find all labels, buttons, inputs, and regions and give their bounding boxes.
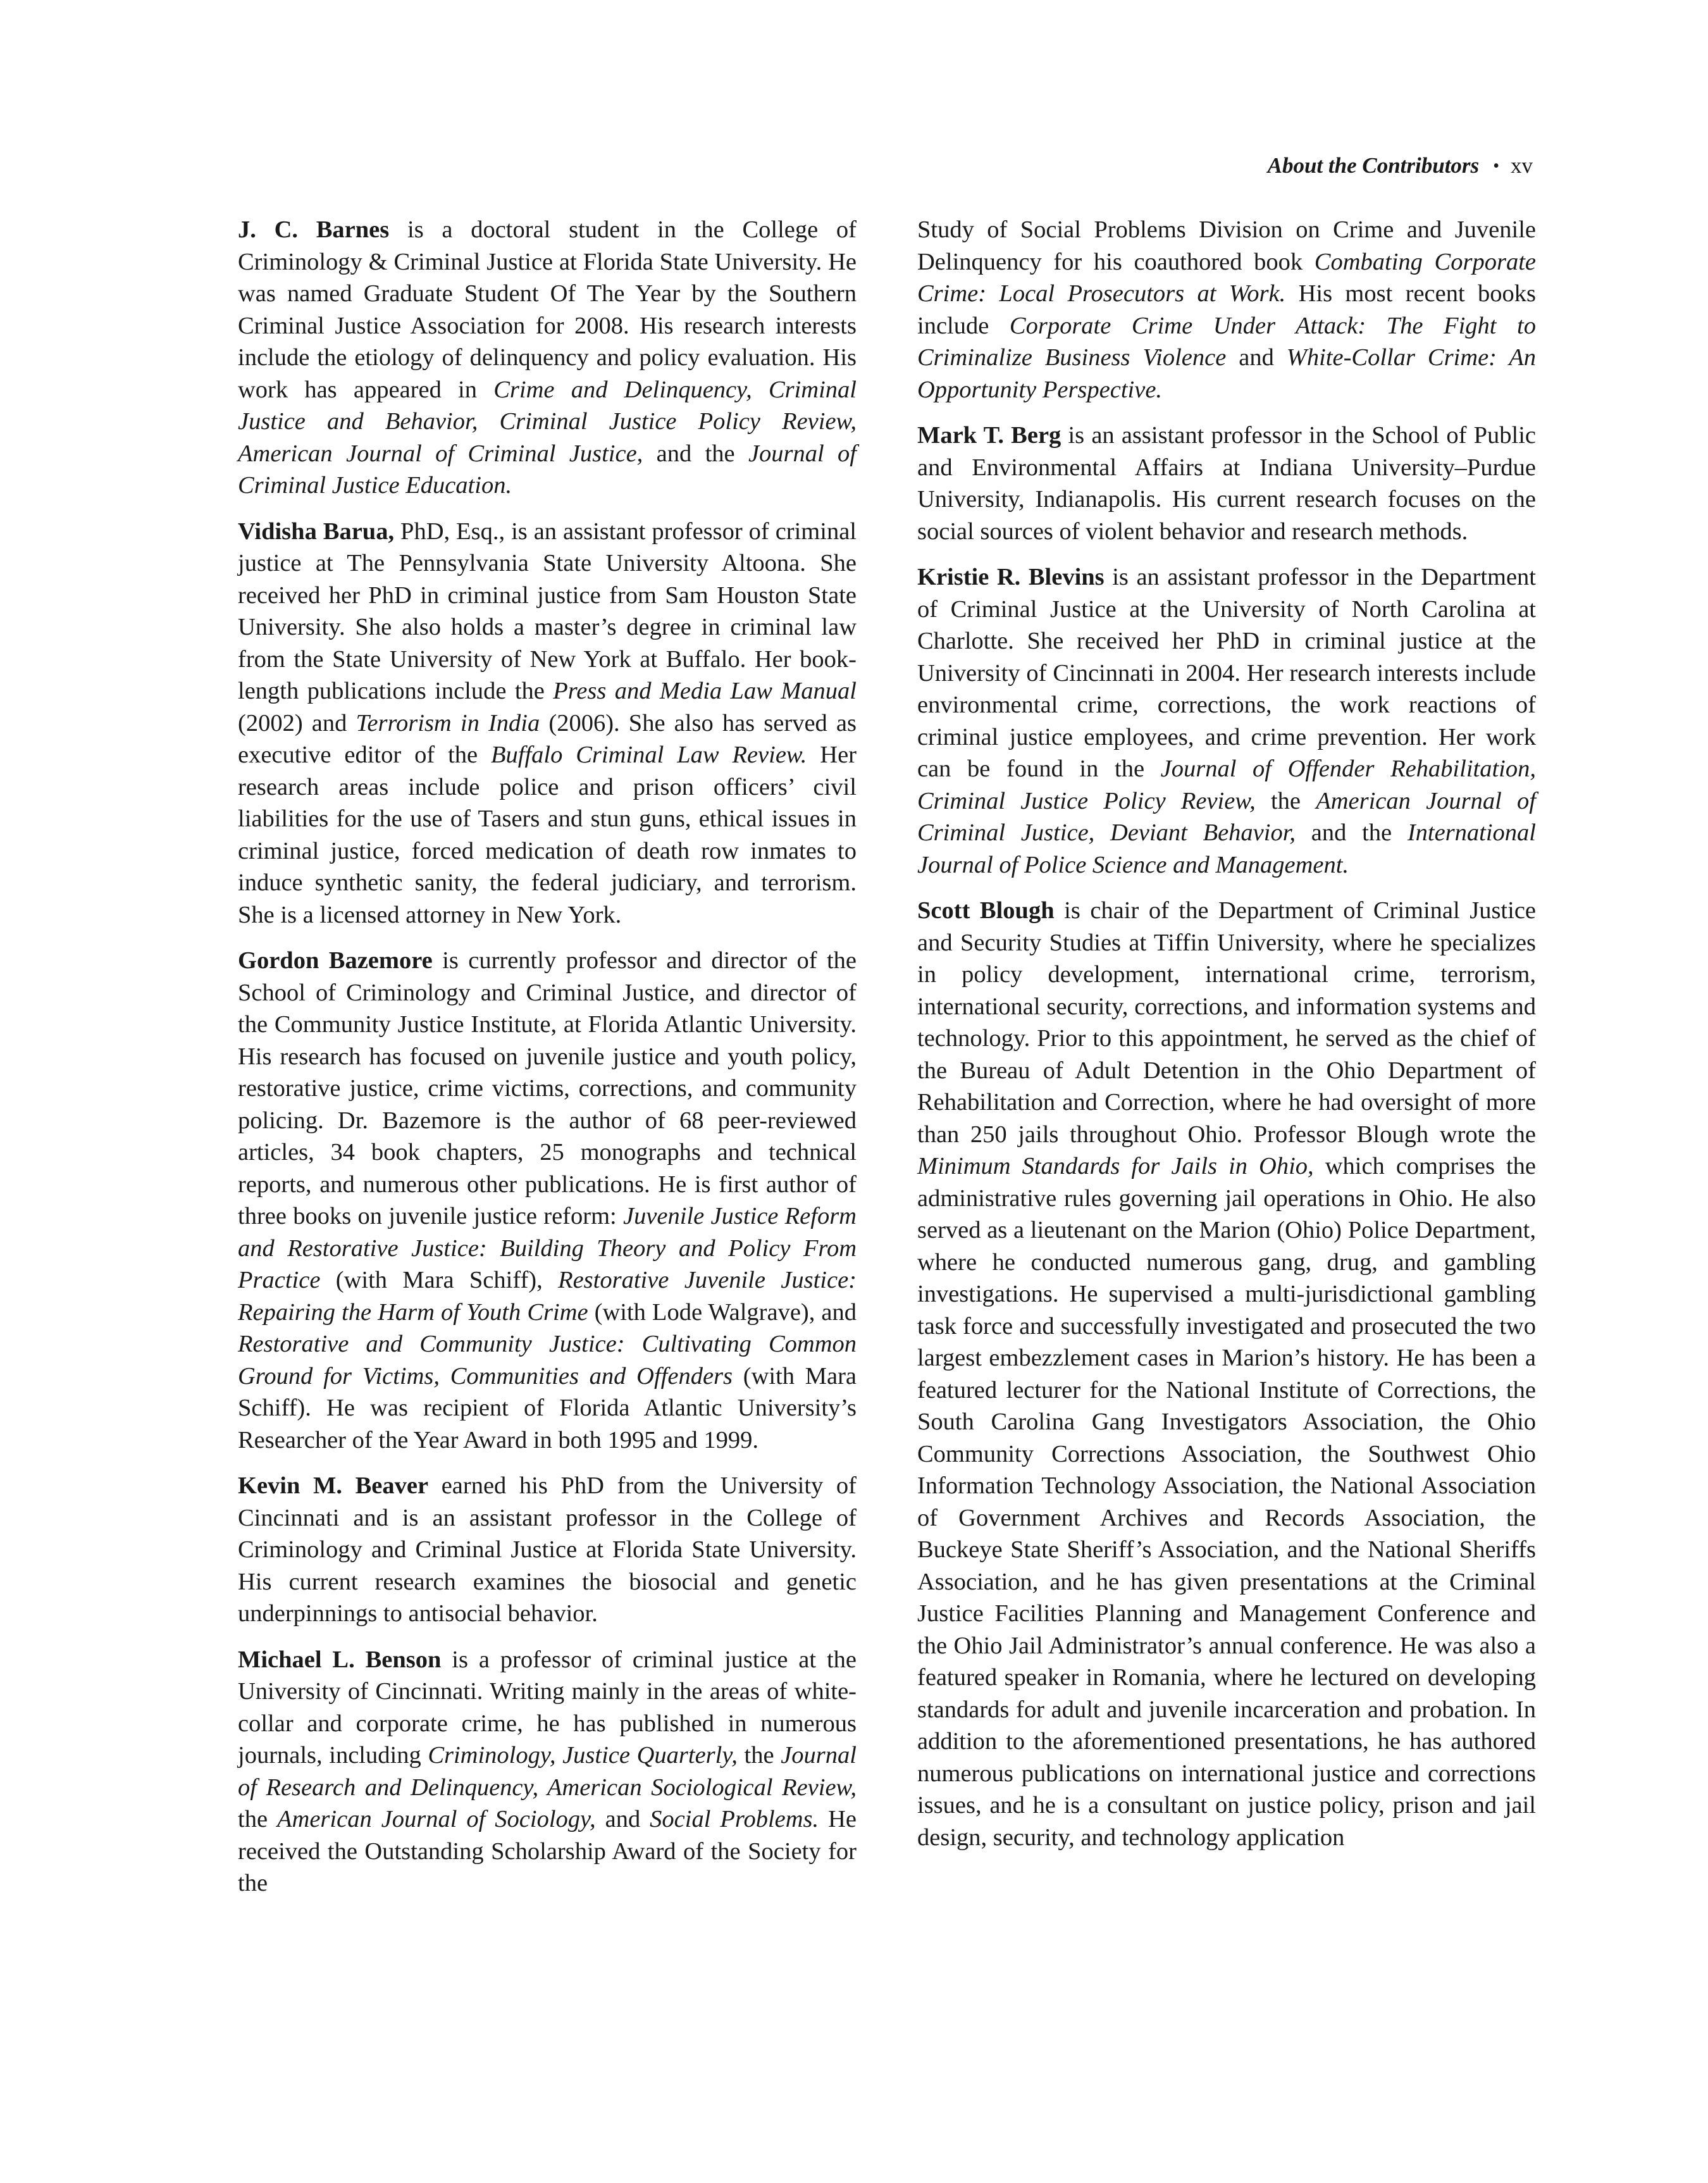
bio-text: the	[737, 1742, 781, 1769]
bio-text: (2002) and	[238, 709, 356, 737]
bio-text: He received the Outstanding Scholarship Award of the Society for the	[238, 1806, 857, 1896]
italic-title: Social Problems.	[650, 1806, 819, 1832]
italic-title: International Journal of Police Science and Management.	[917, 819, 1536, 878]
contributor-name: Kristie R. Blevins	[917, 564, 1105, 590]
bio-text: is chair of the Department of Criminal Justice and Security Studies at Tiffin University, where he specializes in policy development, international crime, terrorism, international security, corrections, and information systems and technology. Prior to this appointment, he served as the chief of the Bureau of Adult Detention in the Ohio Department of Rehabilitation and Correction, where he had oversight of more than 250 jails throughout Ohio. Professor Blough wrote the	[917, 897, 1537, 1148]
italic-title: Journal of Offender Rehabilitation, Criminal Justice Policy Review,	[917, 756, 1536, 814]
italic-title: Criminology, Justice Quarterly,	[428, 1742, 738, 1769]
bio-text: His most recent books include	[917, 280, 1536, 339]
contributor-entry	[917, 561, 1536, 881]
bio-text: Her research areas include police and prison officers’ civil liabilities for the use of Tasers and stun guns, ethical issues in criminal justice, forced medication of death row inmates to induce synthetic sanity, the federal judiciary, and terrorism. She is a licensed attorney in New York.	[238, 742, 857, 928]
contributor-entry	[238, 214, 857, 502]
italic-title: Restorative and Community Justice: Cultivating Common Ground for Victims, Communities and Offenders	[238, 1331, 857, 1390]
running-head-title: About the Contributors	[1267, 153, 1480, 178]
italic-title: American Journal of Criminal Justice, Deviant Behavior,	[917, 787, 1536, 846]
italic-title: Journal of Research and Delinquency, American Sociological Review,	[238, 1742, 857, 1801]
bio-text: and the	[643, 440, 748, 467]
italic-title: Crime and Delinquency, Criminal Justice and Behavior, Criminal Justice Policy Review, American Journal of Criminal Justice,	[238, 376, 857, 467]
bio-text: is an assistant professor in the School of Public and Environmental Affairs at Indiana University–Purdue University, Indianapolis. His current research focuses on the social sources of violent behavior and research methods.	[917, 422, 1536, 545]
contributor-entry	[238, 1644, 857, 1900]
bio-text: (2006). She also has served as executive editor of the	[238, 709, 857, 768]
bio-text: and the	[1296, 819, 1408, 846]
bio-text: which comprises the administrative rules governing jail operations in Ohio. He also served as a lieutenant on the Marion (Ohio) Police Department, where he conducted numerous gang, drug, and gambling investigations. He supervised a multi-jurisdictional gambling task force and successfully investigated and prosecuted the two largest embezzlement cases in Marion’s history. He has been a featured lecturer for the National Institute of Corrections, the South Carolina Gang Investigators Association, the Ohio Community Corrections Association, the Southwest Ohio Information Technology Association, the National Association of Government Archives and Records Association, the Buckeye State Sheriff’s Association, and the National Sheriffs Association, and he has given presentations at the Criminal Justice Facilities Planning and Management Conference and the Ohio Jail Administrator’s annual conference. He was also a featured speaker in Romania, where he lectured on developing standards for adult and juvenile incarceration and probation. In addition to the aforementioned presentations, he has authored numerous publications on international justice and corrections issues, and he is a consultant on justice policy, prison and jail design, security, and technology application	[917, 1153, 1536, 1851]
running-head	[1268, 152, 1533, 182]
italic-title: Combating Corporate Crime: Local Prosecutors at Work.	[917, 248, 1536, 307]
contributor-name: J. C. Barnes	[238, 216, 390, 243]
bio-text: earned his PhD from the University of Cincinnati and is an assistant professor in the College of Criminology and Criminal Justice at Florida State University. His current research examines the biosocial and genetic underpinnings to antisocial behavior.	[238, 1472, 857, 1627]
bio-text: (with Lode Walgrave), and	[588, 1298, 857, 1326]
left-column	[238, 214, 857, 1913]
bio-text: is an assistant professor in the Department of Criminal Justice at the University of North Carolina at Charlotte. She received her PhD in criminal justice at the University of Cincinnati in 2004. Her research interests include environmental crime, corrections, the work reactions of criminal justice employees, and crime prevention. Her work can be found in the	[917, 564, 1536, 782]
bio-text: the	[238, 1806, 278, 1832]
contributor-name: Michael L. Benson	[238, 1646, 442, 1673]
contributor-name: Scott Blough	[917, 897, 1055, 924]
contributor-entry	[238, 516, 857, 931]
italic-title: Terrorism in India	[356, 709, 540, 737]
right-column	[917, 214, 1536, 1867]
running-head-bullet: •	[1493, 156, 1499, 176]
bio-text: is a doctoral student in the College of Criminology & Criminal Justice at Florida State University. He was named Graduate Student Of The Year by the Southern Criminal Justice Association for 2008. His research interests include the etiology of delinquency and policy evaluation. His work has appeared in	[238, 216, 857, 403]
bio-text: (with Mara Schiff). He was recipient of Florida Atlantic University’s Researcher of the Year Award in both 1995 and 1999.	[238, 1362, 857, 1453]
bio-text: (with Mara Schiff),	[320, 1267, 559, 1293]
bio-text: PhD, Esq., is an assistant professor of criminal justice at The Pennsylvania State University Altoona. She received her PhD in criminal justice from Sam Houston State University. She also holds a master’s degree in criminal law from the State University of New York at Buffalo. Her book-length publications include the	[238, 518, 857, 704]
bio-text: the	[1255, 787, 1316, 814]
contributor-name: Kevin M. Beaver	[238, 1472, 429, 1499]
italic-title: Corporate Crime Under Attack: The Fight to Criminalize Business Violence	[917, 312, 1536, 371]
bio-text: and	[1226, 344, 1287, 371]
italic-title: Journal of Criminal Justice Education.	[238, 440, 857, 499]
contributor-entry	[917, 420, 1536, 547]
contributor-name: Mark T. Berg	[917, 422, 1061, 449]
contributor-entry	[238, 945, 857, 1456]
contributor-entry	[917, 895, 1536, 1853]
italic-title: White-Collar Crime: An Opportunity Perspective.	[917, 344, 1536, 403]
page-number: xv	[1511, 153, 1533, 178]
bio-text: is currently professor and director of the School of Criminology and Criminal Justice, and director of the Community Justice Institute, at Florida Atlantic University. His research has focused on juvenile justice and youth policy, restorative justice, crime victims, corrections, and community policing. Dr. Bazemore is the author of 68 peer-reviewed articles, 34 book chapters, 25 monographs and technical reports, and numerous other publications. He is first author of three books on juvenile justice reform:	[238, 947, 857, 1229]
contributor-name: Vidisha Barua,	[238, 518, 395, 545]
bio-text: Study of Social Problems Division on Crime and Juvenile Delinquency for his coauthored book	[917, 216, 1536, 275]
contributor-entry	[917, 214, 1536, 406]
contributor-name: Gordon Bazemore	[238, 947, 433, 974]
italic-title: Juvenile Justice Reform and Restorative Justice: Building Theory and Policy From Practice	[238, 1203, 857, 1293]
italic-title: American Journal of Sociology,	[277, 1806, 596, 1832]
italic-title: Restorative Juvenile Justice: Repairing the Harm of Youth Crime	[238, 1267, 857, 1326]
italic-title: Buffalo Criminal Law Review.	[491, 742, 807, 768]
bio-text: is a professor of criminal justice at the University of Cincinnati. Writing mainly in the areas of white-collar and corporate crime, he has published in numerous journals, including	[238, 1646, 857, 1769]
contributor-entry	[238, 1470, 857, 1630]
italic-title: Press and Media Law Manual	[553, 678, 857, 704]
bio-text: and	[595, 1806, 650, 1832]
italic-title: Minimum Standards for Jails in Ohio,	[917, 1153, 1314, 1179]
